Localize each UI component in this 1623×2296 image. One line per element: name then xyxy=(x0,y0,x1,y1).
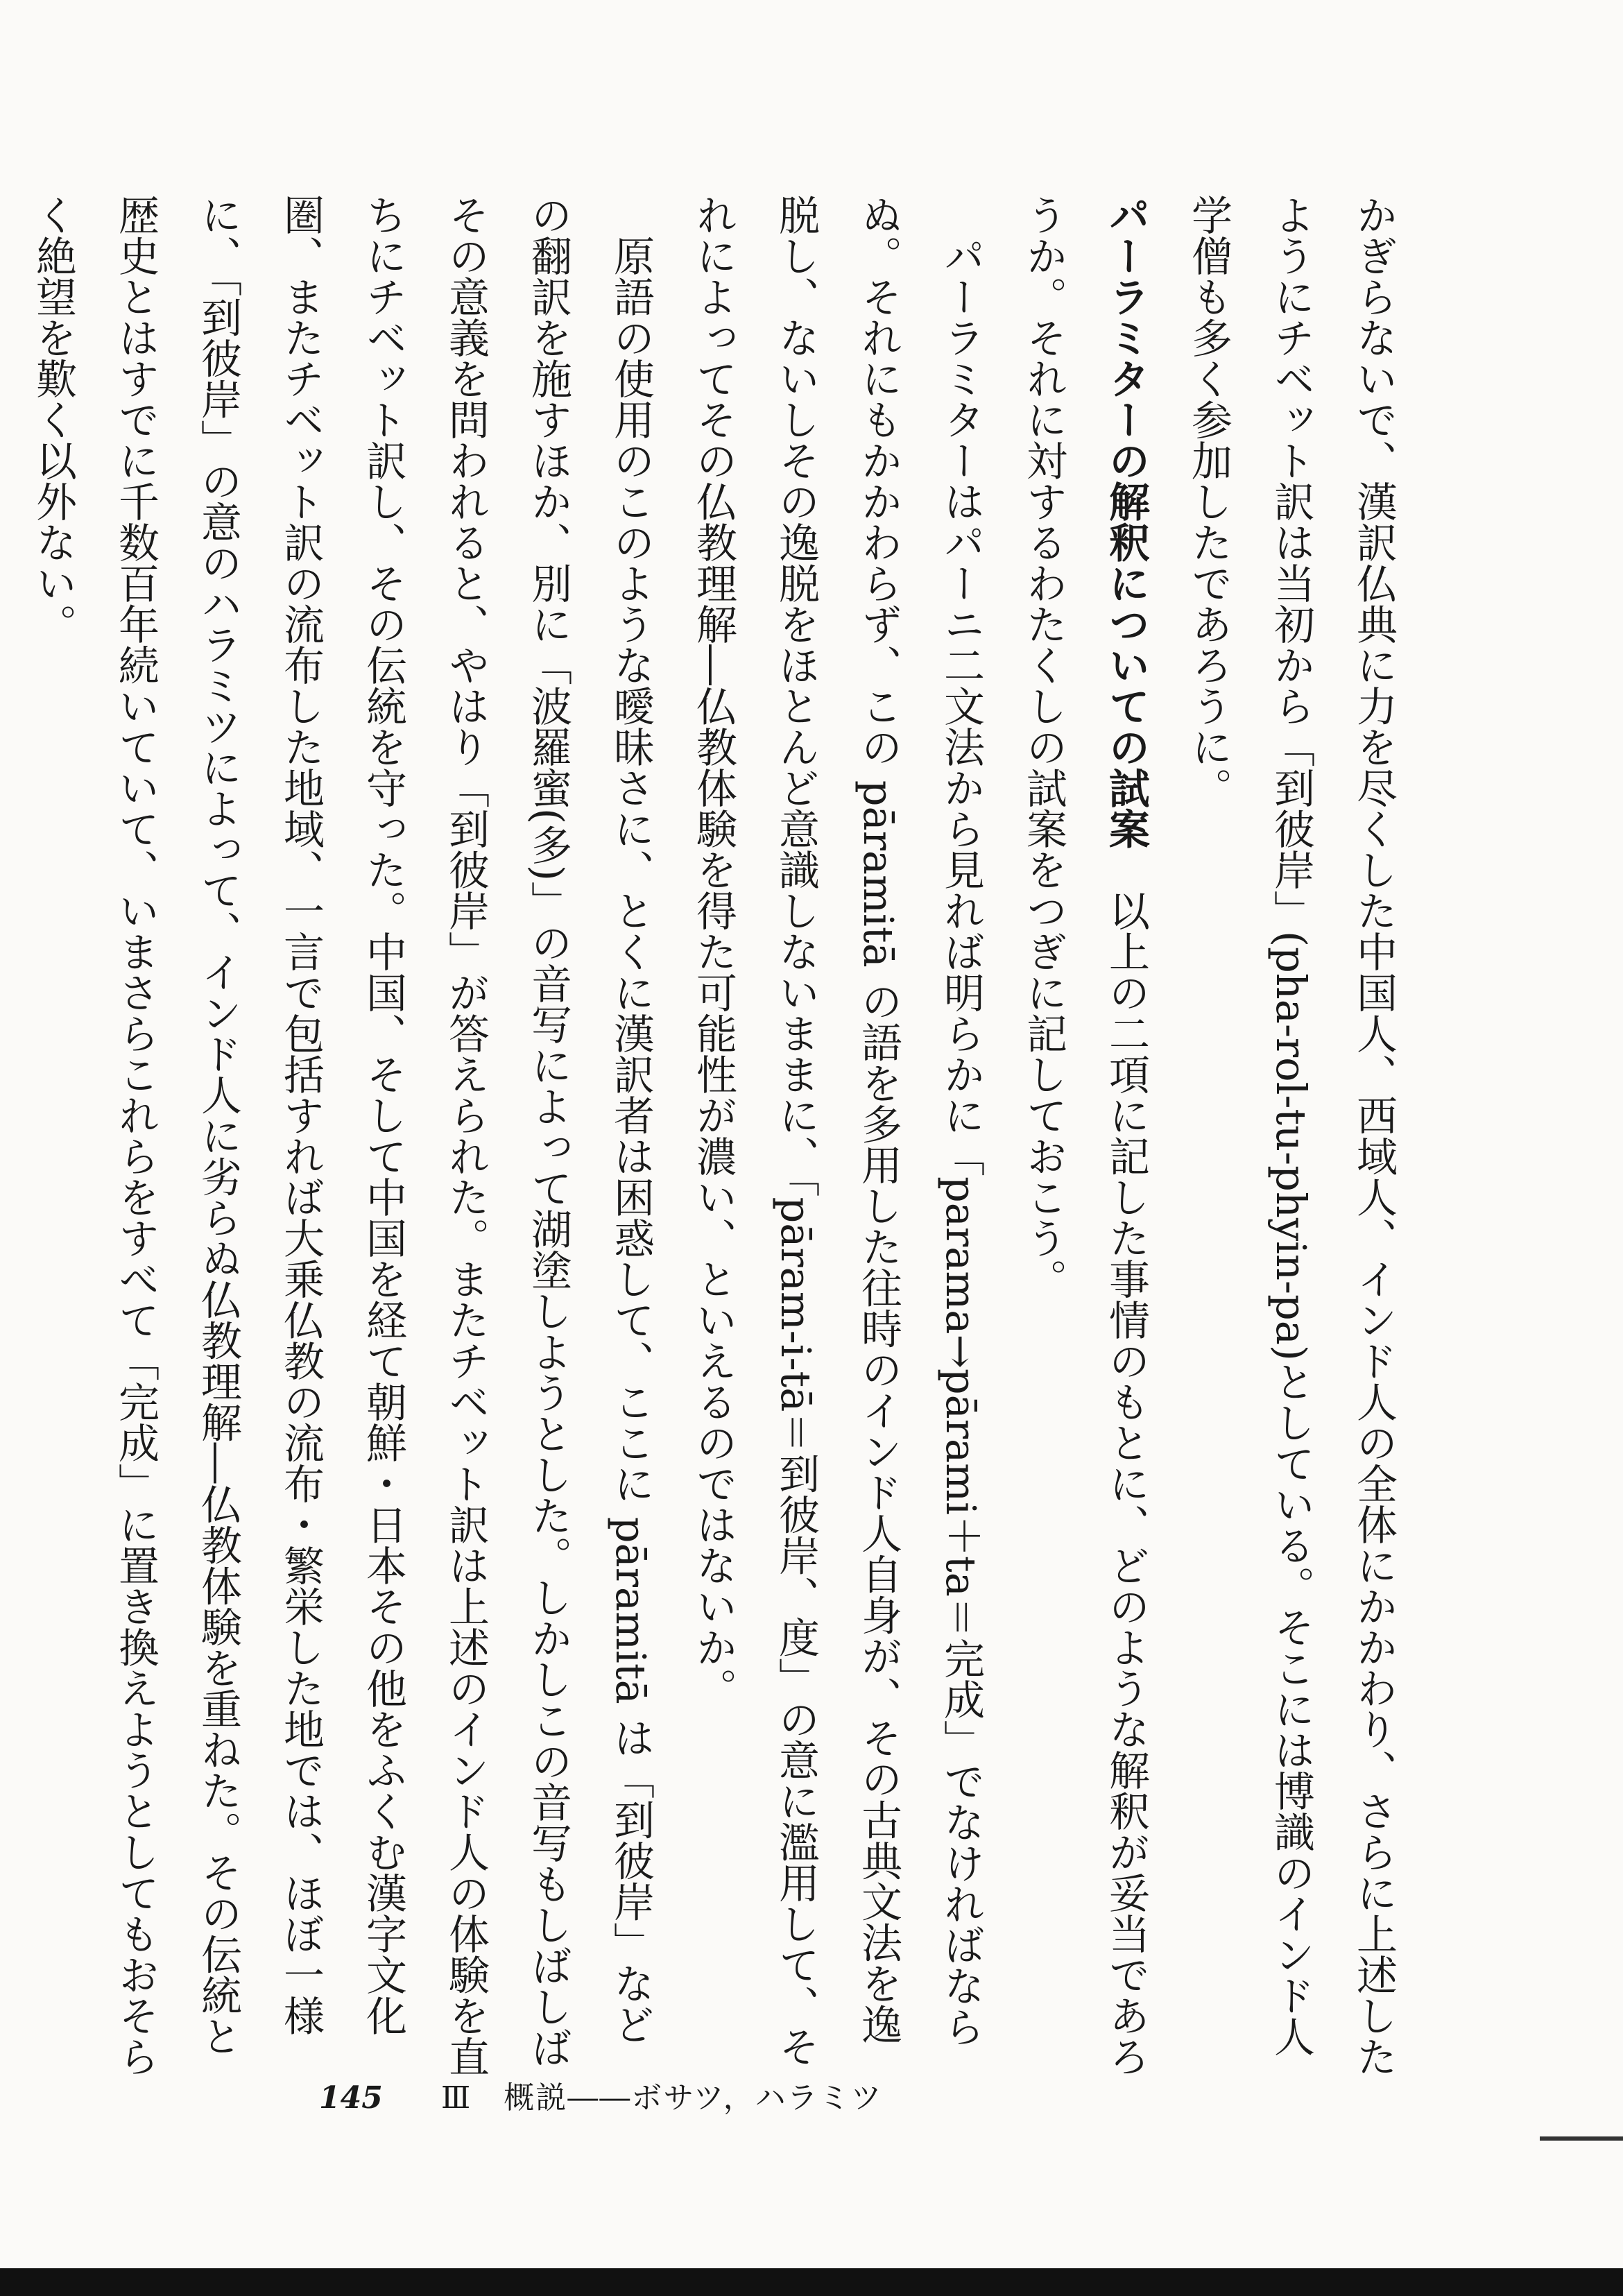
running-head: Ⅲ 概説――ボサツ，ハラミツ xyxy=(440,2080,883,2116)
scan-bottom-edge xyxy=(0,2268,1623,2296)
section-paragraph xyxy=(1002,194,1167,2081)
paragraph-sanskrit-grammar xyxy=(0,194,12,2081)
paragraph-paramita: パーラミターはパーニ二文法から見れば明らかに「parama→pārami＋ta＝完成」でなければならぬ。それにもかかわらず、この pāramitā の語を多用した往時のインド人自身が、その古典文法を逸脱し、ないしその逸脱をほとんど意識しないままに、「pāram-i-tā＝到彼岸、度」の意に濫用して、それによってその仏教理解―仏教体験を得た可能性が濃い、といえるのではないか。 xyxy=(689,194,985,2067)
section-body: 以上の二項に記した事情のもとに、どのような解釈が妥当であろうか。それに対するわたくしの試案をつぎに記しておこう。 xyxy=(1020,194,1150,2077)
main-text-block xyxy=(29,194,1415,2081)
paragraph-translators: 原語の使用のこのような曖昧さに、とくに漢訳者は困惑して、ここに pāramitā は「到彼岸」などの翻訳を施すほか、別に「波羅蜜(多)」の音写によって湖塗しようとした。しかしこの音写もしばしばその意義を問われると、やはり「到彼岸」が答えられた。またチベット訳は上述のインド人の体験を直ちにチベット訳し、その伝統を守った。中国、そして中国を経て朝鮮・日本その他をふくむ漢字文化圏、またチベット訳の流布した地域、一言で包括すれば大乗仏教の流布・繁栄した地では、ほぼ一様に、「到彼岸」の意のハラミツによって、インド人に劣らぬ仏教理解―仏教体験を重ねた。その伝統と歴史とはすでに千数百年続いていて、いまさらこれらをすべて「完成」に置き換えようとしてもおそらく絶望を歎く以外ない。 xyxy=(29,194,655,2077)
page-number: 145 xyxy=(319,2080,383,2116)
margin-mark xyxy=(1540,2136,1623,2141)
paragraph-1: かぎらないで、漢訳仏典に力を尽くした中国人、西域人、インド人の全体にかかわり、さらに上述したようにチベット訳は当初から「到彼岸」(pha-rol-tu-phyin-pa)としている。そこには博識のインド人学僧も多く参加したであろうに。 xyxy=(1185,194,1398,2077)
section-heading: パーラミターの解釈についての試案 xyxy=(1102,194,1150,849)
page-footer xyxy=(319,2073,883,2117)
